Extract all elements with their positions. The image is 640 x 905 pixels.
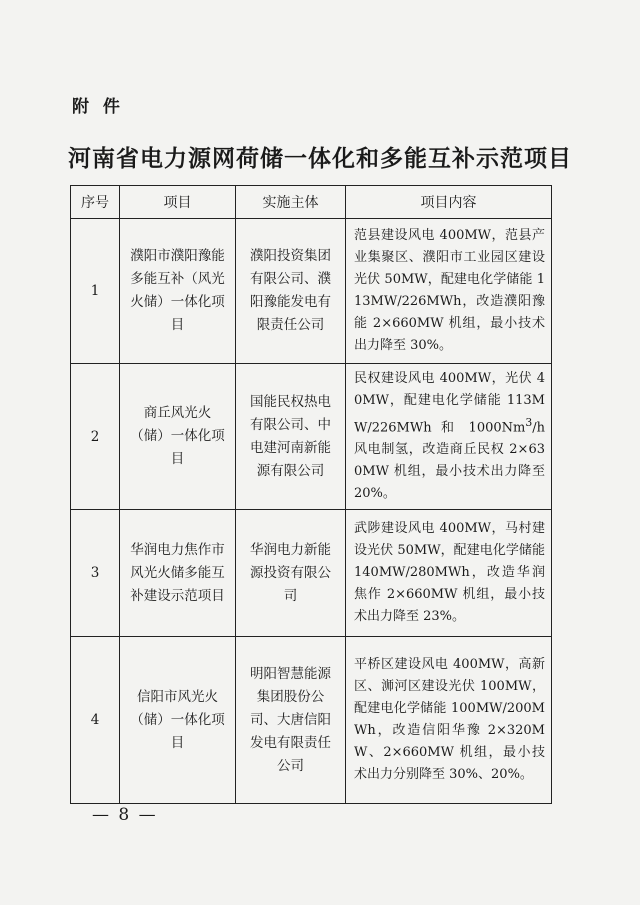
- table-row: [71, 510, 552, 637]
- project-name: 华润电力焦作市风光火储多能互补建设示范项目: [120, 510, 236, 637]
- row-number: 4: [71, 637, 120, 804]
- header-project: 项目: [120, 186, 236, 219]
- row-number: 2: [71, 364, 120, 510]
- table-row: [71, 219, 552, 364]
- row-number: 1: [71, 219, 120, 364]
- table-header-row: [71, 186, 552, 219]
- row-number: 3: [71, 510, 120, 637]
- table-row: [71, 364, 552, 510]
- implementing-entity: 华润电力新能源投资有限公司: [236, 510, 346, 637]
- content-part: 民权建设风电 400MW，光伏 40MW，配建电化学储能 113MW/226MWh 和 1000Nm: [354, 371, 545, 436]
- header-entity: 实施主体: [236, 186, 346, 219]
- header-content: 项目内容: [346, 186, 552, 219]
- implementing-entity: 明阳智慧能源集团股份公司、大唐信阳发电有限责任公司: [236, 637, 346, 804]
- project-content: 范县建设风电 400MW，范县产业集聚区、濮阳市工业园区建设光伏 50MW，配建电化学储能 113MW/226MWh，改造濮阳豫能 2×660MW 机组，最小技术出力降至 30%。: [346, 219, 552, 364]
- content-part: /h 风电制氢，改造商丘民权 2×630MW 机组，最小技术出力降至 20%。: [354, 420, 545, 502]
- header-no: 序号: [71, 186, 120, 219]
- document-title: 河南省电力源网荷储一体化和多能互补示范项目: [68, 146, 572, 172]
- project-content: 平桥区建设风电 400MW，高新区、浉河区建设光伏 100MW，配建电化学储能 100MW/200MWh，改造信阳华豫 2×320MW、2×660MW 机组，最小技术出力分别降至 30%、20%。: [346, 637, 552, 804]
- implementing-entity: 国能民权热电有限公司、中电建河南新能源有限公司: [236, 364, 346, 510]
- project-name: 信阳市风光火（储）一体化项目: [120, 637, 236, 804]
- table-row: [71, 637, 552, 804]
- superscript-three: 3: [525, 416, 533, 429]
- annex-label: 附 件: [72, 97, 124, 117]
- projects-table: [70, 185, 552, 804]
- page-number: — 8 —: [92, 805, 158, 825]
- implementing-entity: 濮阳投资集团有限公司、濮阳豫能发电有限责任公司: [236, 219, 346, 364]
- project-name: 商丘风光火（储）一体化项目: [120, 364, 236, 510]
- project-content: 武陟建设风电 400MW，马村建设光伏 50MW，配建电化学储能 140MW/280MWh，改造华润焦作 2×660MW 机组，最小技术出力降至 23%。: [346, 510, 552, 637]
- project-content: [346, 364, 552, 510]
- project-name: 濮阳市濮阳豫能多能互补（风光火储）一体化项目: [120, 219, 236, 364]
